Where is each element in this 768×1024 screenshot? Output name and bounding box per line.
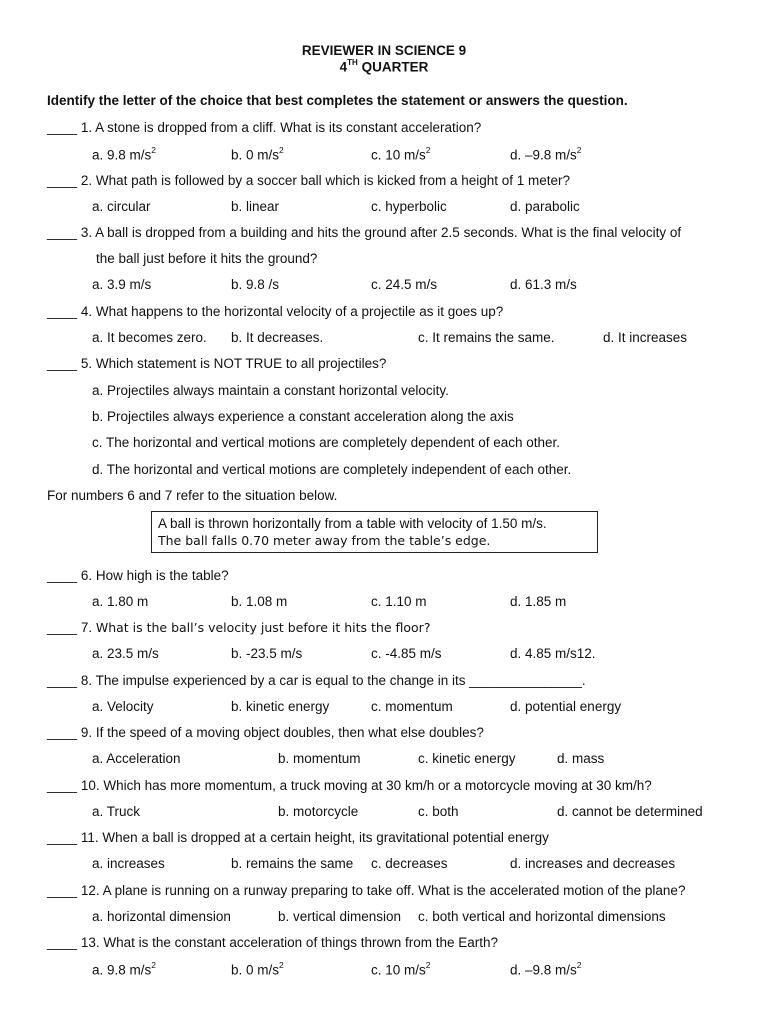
answer-blank[interactable]: ____	[47, 620, 78, 635]
q11-choice-b[interactable]: b. remains the same	[231, 856, 354, 871]
question-1: ____ 1. A stone is dropped from a cliff. What is its constant acceleration?	[47, 120, 482, 135]
q3-choice-a[interactable]: a. 3.9 m/s	[92, 277, 152, 292]
answer-blank[interactable]: ____	[47, 778, 78, 793]
q3-choice-d[interactable]: d. 61.3 m/s	[510, 277, 577, 292]
q8-choice-c[interactable]: c. momentum	[371, 699, 453, 714]
q10-choice-c[interactable]: c. both	[418, 804, 459, 819]
q9-choice-a[interactable]: a. Acceleration	[92, 751, 181, 766]
q5-choice-a[interactable]: a. Projectiles always maintain a constant horizontal velocity.	[92, 383, 449, 398]
question-3-continued: the ball just before it hits the ground?	[96, 251, 318, 266]
question-8: ____ 8. The impulse experienced by a car is equal to the change in its _______________.	[47, 673, 586, 688]
answer-blank[interactable]: ____	[47, 120, 78, 135]
q3-choice-b[interactable]: b. 9.8 /s	[231, 277, 280, 292]
instructions: Identify the letter of the choice that best completes the statement or answers the question.	[47, 93, 628, 108]
q13-choice-d[interactable]: d. –9.8 $m/s^2$	[510, 960, 582, 978]
q10-choice-a[interactable]: a. Truck	[92, 804, 141, 819]
q1-choice-c[interactable]: c. 10 $m/s^2$	[371, 145, 431, 163]
answer-blank[interactable]: ____	[47, 356, 78, 371]
q11-choice-d[interactable]: d. increases and decreases	[510, 856, 676, 871]
q4-choice-a[interactable]: a. It becomes zero.	[92, 330, 207, 345]
question-5: ____ 5. Which statement is NOT TRUE to all projectiles?	[47, 356, 387, 371]
question-2: ____ 2. What path is followed by a soccer ball which is kicked from a height of 1 meter?	[47, 173, 571, 188]
q1-choice-b[interactable]: b. 0 $m/s^2$	[231, 145, 284, 163]
answer-blank[interactable]: ____	[47, 725, 78, 740]
q2-choice-a[interactable]: a. circular	[92, 199, 151, 214]
answer-blank[interactable]: ____	[47, 304, 78, 319]
situation-line-2: The ball falls 0.70 meter away from the table’s edge.	[158, 533, 491, 548]
question-13: ____ 13. What is the constant acceleration of things thrown from the Earth?	[47, 935, 499, 950]
answer-blank[interactable]: ____	[47, 568, 78, 583]
question-7: ____ 7. What is the ball’s velocity just before it hits the floor?	[47, 620, 431, 635]
document-title: REVIEWER IN SCIENCE 9	[301, 43, 467, 58]
q4-choice-d[interactable]: d. It increases	[603, 330, 688, 345]
q8-choice-d[interactable]: d. potential energy	[510, 699, 622, 714]
answer-blank[interactable]: ____	[47, 935, 78, 950]
q12-choice-b[interactable]: b. vertical dimension	[278, 909, 402, 924]
q6-choice-b[interactable]: b. 1.08 m	[231, 594, 288, 609]
situation-box	[151, 511, 598, 553]
q9-choice-c[interactable]: c. kinetic energy	[418, 751, 516, 766]
q4-choice-b[interactable]: b. It decreases.	[231, 330, 324, 345]
question-12: ____ 12. A plane is running on a runway preparing to take off. What is the accelerated motion of the plane?	[47, 883, 686, 898]
q7-choice-a[interactable]: a. 23.5 m/s	[92, 646, 159, 661]
q6-choice-c[interactable]: c. 1.10 m	[371, 594, 427, 609]
q4-choice-c[interactable]: c. It remains the same.	[418, 330, 555, 345]
q12-choice-c[interactable]: c. both vertical and horizontal dimensions	[418, 909, 666, 924]
q2-choice-c[interactable]: c. hyperbolic	[371, 199, 447, 214]
q9-choice-b[interactable]: b. momentum	[278, 751, 361, 766]
q8-choice-b[interactable]: b. kinetic energy	[231, 699, 330, 714]
q3-choice-c[interactable]: c. 24.5 m/s	[371, 277, 438, 292]
q2-choice-b[interactable]: b. linear	[231, 199, 280, 214]
answer-blank[interactable]: ____	[47, 225, 78, 240]
q5-choice-d[interactable]: d. The horizontal and vertical motions are completely independent of each other.	[92, 462, 572, 477]
question-4: ____ 4. What happens to the horizontal velocity of a projectile as it goes up?	[47, 304, 504, 319]
q13-choice-c[interactable]: c. 10 $m/s^2$	[371, 960, 431, 978]
q9-choice-d[interactable]: d. mass	[557, 751, 605, 766]
q6-choice-a[interactable]: a. 1.80 m	[92, 594, 149, 609]
q13-choice-a[interactable]: a. 9.8 $m/s^2$	[92, 960, 157, 978]
q5-choice-c[interactable]: c. The horizontal and vertical motions are completely dependent of each other.	[92, 435, 561, 450]
q11-choice-a[interactable]: a. increases	[92, 856, 165, 871]
question-9: ____ 9. If the speed of a moving object doubles, then what else doubles?	[47, 725, 484, 740]
q10-choice-d[interactable]: d. cannot be determined	[557, 804, 703, 819]
question-11: ____ 11. When a ball is dropped at a certain height, its gravitational potential energy	[47, 830, 549, 845]
q11-choice-c[interactable]: c. decreases	[371, 856, 448, 871]
question-3: ____ 3. A ball is dropped from a building and hits the ground after 2.5 seconds. What is the final velocity of	[47, 225, 682, 240]
q1-choice-d[interactable]: d. –9.8 $m/s^2$	[510, 145, 582, 163]
answer-blank[interactable]: ____	[47, 883, 78, 898]
q5-choice-b[interactable]: b. Projectiles always experience a constant acceleration along the axis	[92, 409, 514, 424]
answer-blank[interactable]: ____	[47, 830, 78, 845]
q8-choice-a[interactable]: a. Velocity	[92, 699, 154, 714]
q6-choice-d[interactable]: d. 1.85 m	[510, 594, 567, 609]
situation-intro: For numbers 6 and 7 refer to the situation below.	[47, 488, 338, 503]
q7-choice-c[interactable]: c. -4.85 m/s	[371, 646, 442, 661]
q12-choice-a[interactable]: a. horizontal dimension	[92, 909, 231, 924]
question-10: ____ 10. Which has more momentum, a truck moving at 30 km/h or a motorcycle moving at 30 km/h?	[47, 778, 652, 793]
q10-choice-b[interactable]: b. motorcycle	[278, 804, 359, 819]
q2-choice-d[interactable]: d. parabolic	[510, 199, 580, 214]
q7-choice-d[interactable]: d. 4.85 m/s12.	[510, 646, 596, 661]
q13-choice-b[interactable]: b. 0 $m/s^2$	[231, 960, 284, 978]
question-6: ____ 6. How high is the table?	[47, 568, 229, 583]
answer-blank[interactable]: ____	[47, 673, 78, 688]
q1-choice-a[interactable]: a. 9.8 $m/s^2$	[92, 145, 157, 163]
q7-choice-b[interactable]: b. -23.5 m/s	[231, 646, 303, 661]
answer-blank[interactable]: ____	[47, 173, 78, 188]
quarter-heading: 4TH QUARTER	[339, 58, 429, 75]
situation-line-1: A ball is thrown horizontally from a table with velocity of 1.50 m/s.	[158, 516, 547, 531]
